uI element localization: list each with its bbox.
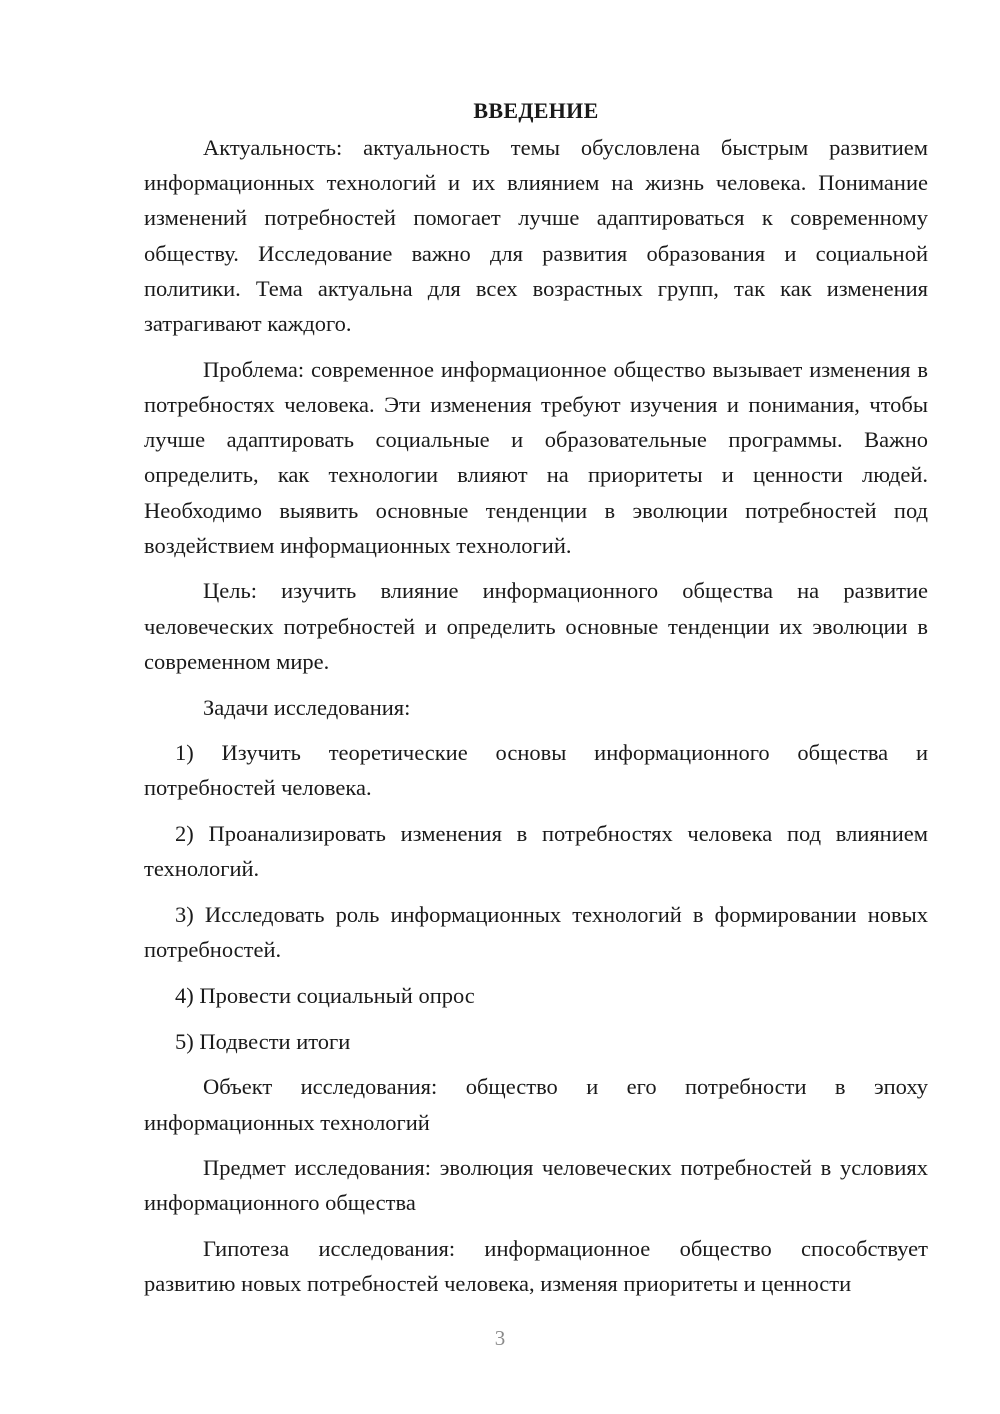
document-page bbox=[144, 92, 928, 1312]
paragraph-object: Объект исследования: общество и его потребности в эпоху информационных технологий bbox=[144, 1074, 928, 1135]
task-item-3: 3) Исследовать роль информационных технологий в формировании новых потребностей. bbox=[144, 902, 928, 963]
task-item-2: 2) Проанализировать изменения в потребностях человека под влиянием технологий. bbox=[144, 821, 928, 882]
section-title: ВВЕДЕНИЕ bbox=[473, 98, 599, 123]
paragraph-hypothesis: Гипотеза исследования: информационное общество способствует развитию новых потребностей человека, изменяя приоритеты и ценности bbox=[144, 1236, 928, 1297]
task-item-1: 1) Изучить теоретические основы информационного общества и потребностей человека. bbox=[144, 740, 928, 801]
task-item-4: 4) Провести социальный опрос bbox=[175, 982, 475, 1008]
task-item-5: 5) Подвести итоги bbox=[175, 1028, 351, 1054]
paragraph-problem: Проблема: современное информационное общество вызывает изменения в потребностях человека. Эти изменения требуют изучения и понимания, чтобы лучше адаптировать социальные и образовательные программы. Важно определить, как технологии влияют на приоритеты и ценности людей. Необходимо выявить основные тенденции в эволюции потребностей под воздействием информационных технологий. bbox=[144, 356, 928, 558]
tasks-heading: Задачи исследования: bbox=[203, 694, 411, 720]
page-number: 3 bbox=[494, 1326, 506, 1350]
paragraph-subject: Предмет исследования: эволюция человеческих потребностей в условиях информационного общества bbox=[144, 1155, 928, 1216]
paragraph-relevance: Актуальность: актуальность темы обусловлена быстрым развитием информационных технологий и их влиянием на жизнь человека. Понимание изменений потребностей помогает лучше адаптироваться к современному обществу. Исследование важно для развития образования и социальной политики. Тема актуальна для всех возрастных групп, так как изменения затрагивают каждого. bbox=[144, 135, 928, 337]
paragraph-goal: Цель: изучить влияние информационного общества на развитие человеческих потребностей и определить основные тенденции их эволюции в современном мире. bbox=[144, 578, 928, 674]
